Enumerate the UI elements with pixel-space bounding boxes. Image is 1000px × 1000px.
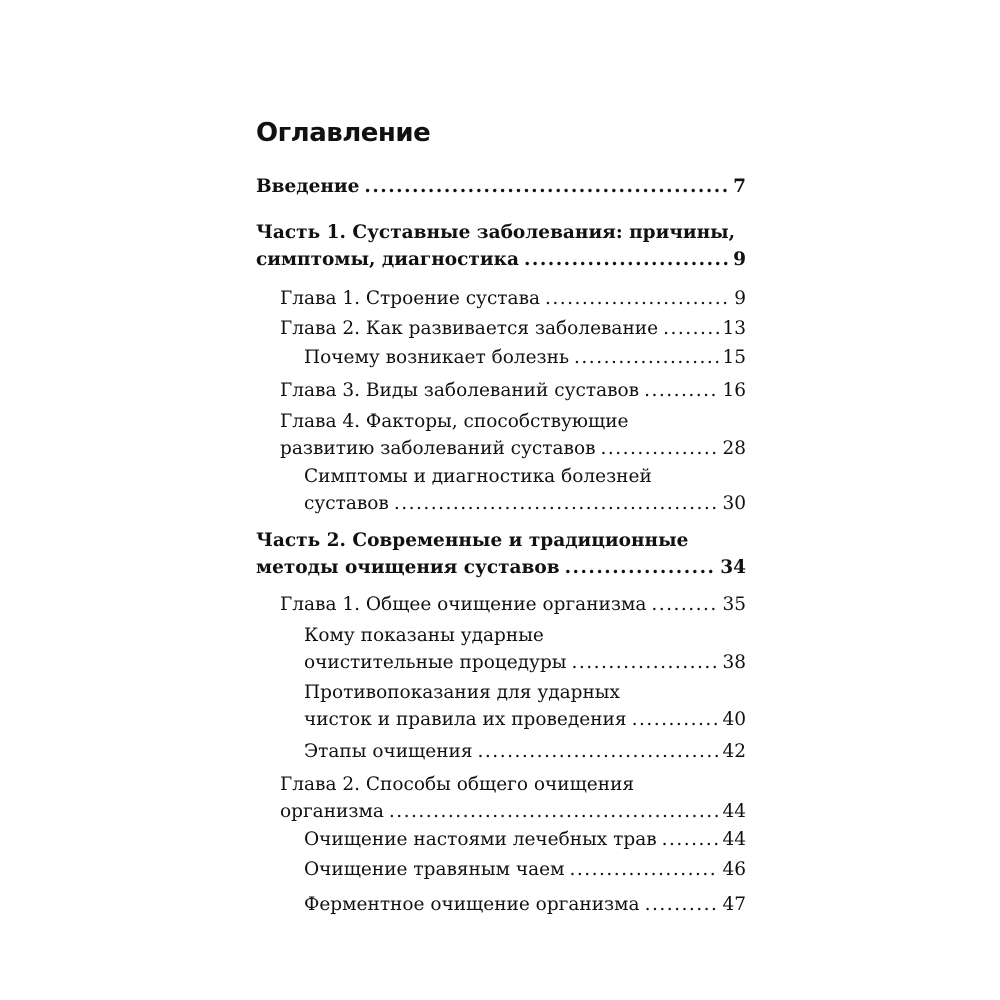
toc-entry-title-line: Глава 4. Факторы, способствующие [280,411,629,432]
page-number: 9 [734,288,746,309]
page-number: 13 [722,318,746,339]
toc-entry-last-line [280,435,746,462]
toc-entry-title: симптомы, диагностика [256,249,519,270]
toc-entry-last-line [304,344,746,371]
toc-entry-last-line [304,826,746,853]
page-number: 44 [722,829,746,850]
toc-entry-title: Глава 1. Строение сустава [280,288,541,309]
toc-entry-last-line [304,738,746,765]
toc-entry[interactable] [280,408,746,462]
toc-entry-title: методы очищения суставов [256,557,560,578]
toc-entry[interactable] [256,173,746,200]
toc-entry-last-line [280,285,746,312]
toc-entry-last-line [304,649,746,676]
toc-entry-title: Ферментное очищение организма [304,894,640,915]
page-number: 44 [722,801,746,822]
toc-entry-last-line [304,490,746,517]
dot-leader [364,173,730,200]
toc-entry[interactable] [256,527,746,581]
dot-leader [574,344,719,371]
page-number: 9 [733,249,746,270]
toc-entry[interactable] [256,219,746,273]
page-number: 38 [722,652,746,673]
dot-leader [569,856,719,883]
dot-leader [478,738,720,765]
toc-entry-title: очистительные процедуры [304,652,567,673]
toc-entry-title: организма [280,801,384,822]
toc-entry-title-line: Кому показаны ударные [304,625,544,646]
toc-entry[interactable] [304,463,746,517]
toc-entry-title: Глава 1. Общее очищение организма [280,594,647,615]
toc-entry[interactable] [280,771,746,825]
toc-entry-title: Введение [256,176,360,197]
toc-entry[interactable] [280,285,746,312]
page-number: 16 [722,380,746,401]
page-title: Оглавление [256,118,431,148]
toc-entry[interactable] [280,377,746,404]
toc-entry[interactable] [304,679,746,733]
toc-entry-last-line [280,377,746,404]
toc-entry-last-line [280,315,746,342]
page-number: 15 [722,347,746,368]
page-number: 35 [722,594,746,615]
dot-leader [394,490,720,517]
page-number: 42 [722,741,746,762]
toc-entry-title: Очищение настоями лечебных трав [304,829,657,850]
toc-entry-last-line [280,798,746,825]
toc-entry-last-line [256,173,746,200]
page-number: 7 [733,176,746,197]
dot-leader [632,706,720,733]
page-number: 40 [722,709,746,730]
dot-leader [651,591,719,618]
toc-entry-title-line: Часть 2. Современные и традиционные [256,530,689,551]
dot-leader [572,649,720,676]
toc-entry-title-line: Противопоказания для ударных [304,682,620,703]
toc-entry[interactable] [304,891,746,918]
toc-entry[interactable] [304,622,746,676]
toc-entry-title: Этапы очищения [304,741,473,762]
toc-entry-title-line: Часть 1. Суставные заболевания: причины, [256,222,736,243]
toc-entry-title: чисток и правила их проведения [304,709,627,730]
toc-entry[interactable] [280,315,746,342]
toc-entry[interactable] [304,826,746,853]
toc-entry[interactable] [304,738,746,765]
page-number: 47 [722,894,746,915]
toc-entry[interactable] [304,344,746,371]
toc-entry-title: суставов [304,493,389,514]
toc-entry-title: Почему возникает болезнь [304,347,570,368]
toc-entry-title-line: Симптомы и диагностика болезней [304,466,652,487]
page-number: 30 [722,493,746,514]
toc-entry-last-line [304,706,746,733]
dot-leader [663,315,719,342]
dot-leader [662,826,720,853]
toc-entry-title: развитию заболеваний суставов [280,438,596,459]
toc-entry-title-line: Глава 2. Способы общего очищения [280,774,635,795]
toc-entry-last-line [256,246,746,273]
toc-entry-title: Глава 3. Виды заболеваний суставов [280,380,640,401]
toc-entry-last-line [280,591,746,618]
dot-leader [644,377,719,404]
page-number: 46 [722,859,746,880]
dot-leader [565,554,718,581]
toc-entry[interactable] [280,591,746,618]
dot-leader [601,435,720,462]
page-number: 28 [722,438,746,459]
toc-entry-title: Глава 2. Как развивается заболевание [280,318,659,339]
dot-leader [389,798,720,825]
toc-entry-last-line [304,856,746,883]
toc-entry[interactable] [304,856,746,883]
dot-leader [545,285,731,312]
dot-leader [645,891,720,918]
toc-entry-last-line [256,554,746,581]
dot-leader [524,246,730,273]
toc-entry-title: Очищение травяным чаем [304,859,565,880]
page-number: 34 [720,557,746,578]
toc-entry-last-line [304,891,746,918]
